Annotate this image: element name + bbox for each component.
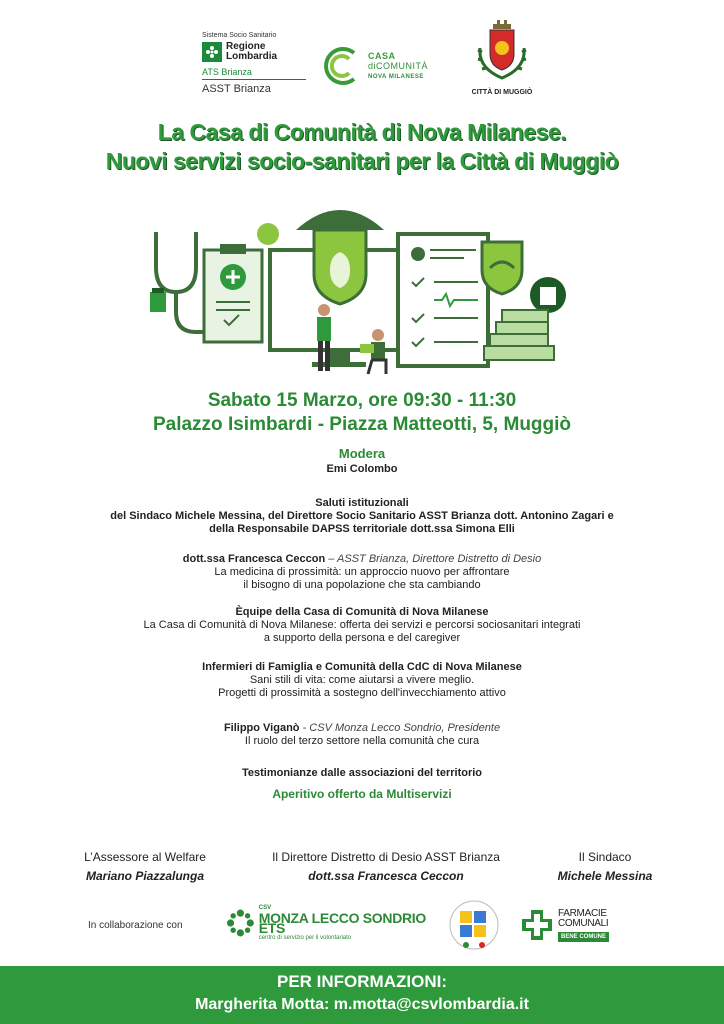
- signature-assessore: [60, 850, 230, 883]
- signature-role: Il Direttore Distretto di Desio ASST Brianza: [272, 850, 500, 864]
- sistema-socio-sanitario-label: Sistema Socio Sanitario: [202, 32, 277, 39]
- casa-line3: NOVA MILANESE: [368, 73, 424, 80]
- infermieri-line2: Progetti di prossimità a sostegno dell'invecchiamento attivo: [218, 687, 506, 699]
- signature-role: L’Assessore al Welfare: [84, 850, 206, 864]
- saluti-line2: della Responsabile DAPSS territoriale dott.ssa Simona Elli: [209, 523, 515, 535]
- equipe-line2: a supporto della persona e del caregiver: [263, 632, 461, 644]
- farmacie-comunali-logo: [520, 905, 620, 945]
- books-icon: [484, 310, 554, 360]
- signature-sindaco: [530, 850, 680, 883]
- ats-brianza-label: ATS Brianza: [202, 67, 306, 80]
- ceccon-speaker: dott.ssa Francesca Ceccon: [182, 553, 326, 565]
- collaboration-label: In collaborazione con: [88, 920, 183, 931]
- asst-brianza-label: ASST Brianza: [202, 83, 271, 95]
- regione-lombardia-logo: [202, 32, 306, 95]
- moderator-name: Emi Colombo: [326, 463, 398, 475]
- signature-name: Michele Messina: [557, 869, 653, 883]
- farmacie-tag: BENE COMUNE: [558, 932, 609, 942]
- citta-di-muggio-logo: [464, 18, 540, 96]
- program-vigano: [0, 722, 724, 748]
- muggio-caption: CITTÀ DI MUGGIÒ: [471, 89, 533, 96]
- modera-label: Modera: [338, 446, 386, 461]
- saluti-line1: del Sindaco Michele Messina, del Direttore Socio Sanitario ASST Brianza dott. Antonino Zagari e: [110, 510, 614, 522]
- program-ceccon: [0, 553, 724, 592]
- clipboard-left-icon: [204, 244, 262, 342]
- farmacie-line1: FARMACIE: [558, 907, 607, 919]
- pharmacy-cross-icon: [520, 908, 554, 942]
- program-saluti: [0, 497, 724, 536]
- casa-line2: diCOMUNITÀ: [368, 60, 429, 71]
- equipe-line1: La Casa di Comunità di Nova Milanese: offerta dei servizi e percorsi sociosanitari integrati: [143, 619, 581, 631]
- csv-subtitle: centro di servizio per il volontariato: [258, 935, 352, 941]
- regione-name-line2: Lombardia: [226, 51, 278, 62]
- ceccon-role: – ASST Brianza, Direttore Distretto di Desio: [325, 553, 542, 565]
- healthcare-illustration: [146, 192, 576, 382]
- signature-name: dott.ssa Francesca Ceccon: [308, 869, 464, 883]
- ceccon-line1: La medicina di prossimità: un approccio nuovo per affrontare: [214, 566, 510, 578]
- saluti-heading: Saluti istituzionali: [315, 497, 409, 509]
- event-place: Palazzo Isimbardi - Piazza Matteotti, 5, Muggiò: [152, 414, 572, 435]
- associazioni-muggio-logo: [448, 895, 500, 959]
- footer-heading: PER INFORMAZIONI:: [277, 972, 447, 991]
- jar-icon: [530, 277, 566, 313]
- equipe-heading: Èquipe della Casa di Comunità di Nova Milanese: [235, 606, 489, 618]
- csv-flower-icon: [226, 907, 255, 939]
- page-title: [0, 118, 724, 176]
- testimonianze-heading: Testimonianze dalle associazioni del territorio: [241, 767, 483, 779]
- program-equipe: [0, 606, 724, 645]
- csv-small-label: CSV: [258, 905, 272, 911]
- decor-circle: [257, 223, 279, 245]
- event-date: Sabato 15 Marzo, ore 09:30 - 11:30: [207, 390, 517, 411]
- signature-direttore: [246, 850, 526, 883]
- footer-contact: Margherita Motta: m.motta@csvlombardia.it: [195, 996, 529, 1013]
- infermieri-line1: Sani stili di vita: come aiutarsi a vivere meglio.: [249, 674, 475, 686]
- muggio-crest-icon: [472, 18, 532, 82]
- program-testimonianze: [0, 767, 724, 780]
- casa-line1: CASA: [368, 50, 396, 61]
- csv-logo: [226, 905, 436, 941]
- infermieri-heading: Infermieri di Famiglia e Comunità della CdC di Nova Milanese: [202, 661, 522, 673]
- clipboard-right-icon: [398, 234, 488, 366]
- title-line2: Nuovi servizi socio-sanitari per la Città di Muggiò: [105, 148, 619, 174]
- vigano-speaker: Filippo Viganò: [223, 722, 300, 734]
- shield-handshake-icon: [482, 242, 522, 294]
- regione-rose-icon: [202, 42, 222, 62]
- signature-name: Mariano Piazzalunga: [85, 869, 205, 883]
- ceccon-line2: il bisogno di una popolazione che sta cambiando: [243, 579, 481, 591]
- casa-di-comunita-logo: [318, 38, 448, 94]
- signature-role: Il Sindaco: [578, 850, 632, 864]
- info-footer: [0, 966, 724, 1024]
- title-line1: La Casa di Comunità di Nova Milanese.: [157, 119, 567, 145]
- casa-comunita-c-icon: [318, 43, 364, 89]
- pill-bottle-icon: [150, 292, 166, 312]
- vigano-role: - CSV Monza Lecco Sondrio, Presidente: [299, 722, 501, 734]
- program-infermieri: [0, 661, 724, 700]
- csv-name: MONZA LECCO SONDRIO ETS: [258, 910, 426, 936]
- vigano-line1: Il ruolo del terzo settore nella comunità che cura: [244, 735, 480, 747]
- farmacie-line2: COMUNALI: [558, 917, 609, 929]
- aperitivo-label: Aperitivo offerto da Multiservizi: [272, 787, 452, 801]
- regione-name-line1: Regione: [226, 41, 266, 52]
